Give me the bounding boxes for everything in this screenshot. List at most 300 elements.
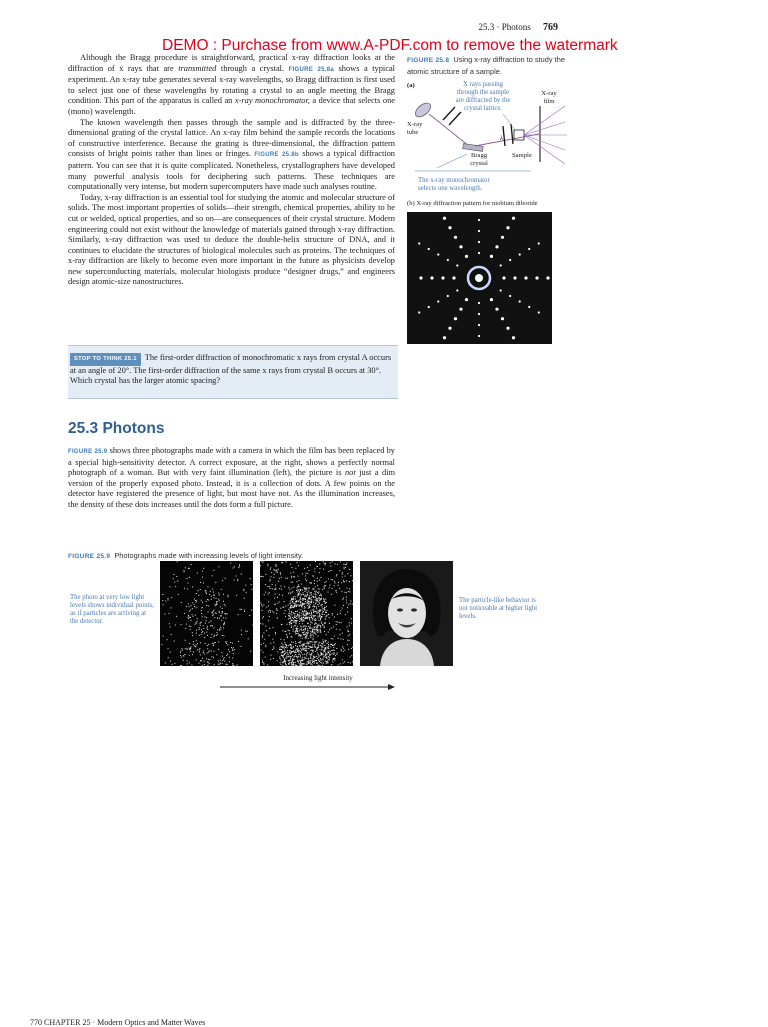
photon-dot: [343, 648, 344, 649]
photon-dot: [281, 577, 282, 578]
photon-dot: [205, 590, 206, 591]
emphasis: not: [345, 468, 356, 477]
photon-dot: [318, 624, 319, 625]
photon-dot: [306, 596, 307, 597]
photon-dot: [230, 563, 231, 564]
photon-dot: [237, 580, 238, 581]
photon-dot: [310, 643, 311, 644]
photon-dot: [262, 618, 263, 619]
photon-dot: [306, 611, 307, 612]
photon-dot: [228, 596, 229, 597]
photon-dot: [319, 665, 320, 666]
photon-dot: [283, 661, 284, 662]
photon-dot: [340, 634, 341, 635]
photon-dot: [201, 613, 202, 614]
photon-dot: [327, 662, 328, 663]
photon-dot: [322, 607, 323, 608]
photon-dot: [190, 617, 191, 618]
photon-dot: [319, 572, 320, 573]
photon-dot: [307, 567, 308, 568]
photon-dot: [185, 640, 186, 641]
photon-dot: [317, 647, 318, 648]
diffraction-spot: [535, 276, 538, 279]
photon-dot: [205, 616, 206, 617]
photon-dot: [308, 608, 309, 609]
photon-dot: [180, 650, 181, 651]
photon-dot: [315, 592, 316, 593]
photon-dot: [310, 664, 311, 665]
photon-dot: [298, 593, 299, 594]
photon-dot: [299, 614, 300, 615]
photon-dot: [203, 568, 204, 569]
photon-dot: [299, 621, 300, 622]
photon-dot: [306, 615, 307, 616]
photon-dot: [309, 628, 310, 629]
photon-dot: [316, 648, 317, 649]
photon-dot: [289, 630, 290, 631]
photon-dot: [277, 651, 278, 652]
photon-dot: [295, 611, 296, 612]
photon-dot: [291, 611, 292, 612]
photon-dot: [307, 602, 308, 603]
photon-dot: [289, 656, 290, 657]
photon-dot: [334, 660, 335, 661]
photon-dot: [351, 648, 352, 649]
diffraction-spot: [456, 264, 458, 266]
photon-dot: [306, 612, 307, 613]
photon-dot: [199, 629, 200, 630]
photon-dot: [306, 653, 307, 654]
photon-dot: [175, 625, 176, 626]
photon-dot: [200, 660, 201, 661]
photon-dot: [284, 650, 285, 651]
photon-dot: [196, 601, 197, 602]
photon-dot: [319, 603, 320, 604]
photon-dot: [304, 631, 305, 632]
photon-dot: [330, 646, 331, 647]
photon-dot: [292, 620, 293, 621]
photon-dot: [322, 610, 323, 611]
photon-dot: [212, 589, 213, 590]
photon-dot: [290, 593, 291, 594]
photon-dot: [314, 660, 315, 661]
photon-dot: [289, 644, 290, 645]
photon-dot: [194, 599, 195, 600]
photon-dot: [201, 629, 202, 630]
photon-dot: [193, 644, 194, 645]
photon-dot: [303, 647, 304, 648]
photon-dot: [301, 595, 302, 596]
photon-dot: [216, 598, 217, 599]
photon-dot: [305, 636, 306, 637]
photon-dot: [306, 613, 307, 614]
photon-dot: [290, 645, 291, 646]
photon-dot: [335, 643, 336, 644]
photon-dot: [251, 610, 252, 611]
photon-dot: [341, 622, 342, 623]
photon-dot: [232, 649, 233, 650]
paragraph-2: [68, 118, 395, 193]
photon-dot: [344, 661, 345, 662]
photon-dot: [296, 623, 297, 624]
photon-dot: [283, 662, 284, 663]
photon-dot: [209, 594, 210, 595]
photon-dot: [294, 625, 295, 626]
photon-dot: [178, 594, 179, 595]
photon-dot: [321, 660, 322, 661]
photon-dot: [317, 648, 318, 649]
photon-dot: [324, 631, 325, 632]
figure-caption: Using x-ray diffraction to study the atomic structure of a sample.: [407, 55, 565, 76]
photon-dot: [315, 597, 316, 598]
photon-dot: [300, 662, 301, 663]
section-title: 25.3 Photons: [68, 420, 164, 438]
photon-dot: [197, 618, 198, 619]
photon-dot: [304, 596, 305, 597]
photon-dot: [313, 639, 314, 640]
photon-dot: [308, 648, 309, 649]
figure-caption: Photographs made with increasing levels of light intensity.: [114, 551, 303, 560]
photon-dot: [181, 648, 182, 649]
photon-dot: [295, 599, 296, 600]
photon-dot: [323, 611, 324, 612]
photon-dot: [281, 649, 282, 650]
photon-dot: [309, 595, 310, 596]
photon-dot: [310, 631, 311, 632]
photon-dot: [348, 591, 349, 592]
photon-dot: [322, 625, 323, 626]
diffraction-spot: [452, 276, 455, 279]
photon-dot: [320, 618, 321, 619]
photon-dot: [188, 618, 189, 619]
photon-dot: [331, 664, 332, 665]
photon-dot: [241, 634, 242, 635]
photon-dot: [302, 590, 303, 591]
xray-tube-label: X-ray tube: [407, 121, 431, 136]
photon-dot: [193, 616, 194, 617]
photon-dot: [288, 660, 289, 661]
photon-dot: [285, 616, 286, 617]
photon-dot: [264, 594, 265, 595]
photon-dot: [291, 656, 292, 657]
photon-dot: [300, 629, 301, 630]
photon-dot: [205, 623, 206, 624]
photon-dot: [312, 665, 313, 666]
photon-dot: [313, 589, 314, 590]
photon-dot: [296, 628, 297, 629]
photon-dot: [303, 626, 304, 627]
photon-dot: [315, 634, 316, 635]
photon-dot: [329, 655, 330, 656]
photon-dot: [314, 624, 315, 625]
photon-dot: [284, 642, 285, 643]
photon-dot: [294, 652, 295, 653]
photon-dot: [296, 630, 297, 631]
photon-dot: [297, 661, 298, 662]
diffraction-spot: [437, 300, 439, 302]
photon-dot: [325, 641, 326, 642]
diffraction-spot: [528, 248, 530, 250]
diffraction-spot: [478, 230, 480, 232]
photon-dot: [283, 651, 284, 652]
photon-dot: [267, 565, 268, 566]
photon-dot: [303, 598, 304, 599]
photon-dot: [331, 638, 332, 639]
photon-dot: [163, 636, 164, 637]
photon-dot: [277, 603, 278, 604]
photon-dot: [312, 629, 313, 630]
photon-dot: [214, 664, 215, 665]
photon-dot: [304, 659, 305, 660]
photon-dot: [311, 622, 312, 623]
photon-dot: [324, 649, 325, 650]
photon-dot: [266, 607, 267, 608]
callout-line: [503, 114, 515, 130]
photon-dot: [222, 663, 223, 664]
photon-dot: [326, 640, 327, 641]
photon-dot: [285, 631, 286, 632]
photon-dot: [232, 643, 233, 644]
photon-dot: [284, 654, 285, 655]
note-diffracted: X rays passing through the sample are diffracted by the crystal lattice.: [452, 81, 514, 113]
photon-dot: [288, 663, 289, 664]
photon-dot: [230, 642, 231, 643]
photon-dot: [327, 610, 328, 611]
diffraction-spot: [478, 241, 480, 243]
photon-dot: [315, 603, 316, 604]
wavefront-mark: [503, 126, 505, 146]
photon-dot: [298, 565, 299, 566]
photon-dot: [289, 633, 290, 634]
photon-dot: [299, 650, 300, 651]
photon-dot: [301, 617, 302, 618]
photon-dot: [193, 641, 194, 642]
photon-dot: [345, 567, 346, 568]
photon-dot: [195, 615, 196, 616]
photon-dot: [295, 662, 296, 663]
photon-dot: [321, 577, 322, 578]
photon-dot: [302, 611, 303, 612]
photon-dot: [201, 600, 202, 601]
photon-dot: [311, 649, 312, 650]
diffraction-spot: [459, 308, 462, 311]
photon-dot: [300, 656, 301, 657]
photon-dot: [284, 601, 285, 602]
photon-dot: [324, 609, 325, 610]
photon-dot: [265, 626, 266, 627]
photon-dot: [292, 661, 293, 662]
photon-dot: [279, 649, 280, 650]
photon-dot: [238, 567, 239, 568]
photon-dot: [170, 661, 171, 662]
photon-dot: [307, 614, 308, 615]
photon-dot: [307, 628, 308, 629]
wavefront-mark: [443, 107, 455, 120]
photon-dot: [333, 627, 334, 628]
photon-dot: [297, 587, 298, 588]
photon-dot: [299, 660, 300, 661]
photon-dot: [350, 600, 351, 601]
photon-dot: [301, 649, 302, 650]
photon-dot: [184, 613, 185, 614]
photon-dot: [234, 566, 235, 567]
diffraction-spot: [465, 298, 468, 301]
photon-dot: [191, 646, 192, 647]
photon-dot: [299, 606, 300, 607]
photon-dot: [241, 574, 242, 575]
photon-dot: [300, 651, 301, 652]
photon-dot: [303, 663, 304, 664]
photon-dot: [283, 644, 284, 645]
photon-dot: [303, 617, 304, 618]
photon-dot: [315, 561, 316, 562]
photon-dot: [232, 658, 233, 659]
photon-dot: [297, 631, 298, 632]
photon-dot: [295, 634, 296, 635]
photon-dot: [309, 605, 310, 606]
photon-dot: [275, 588, 276, 589]
photon-dot: [196, 607, 197, 608]
photon-dot: [260, 565, 261, 566]
photon-dot: [310, 592, 311, 593]
diffraction-spot: [437, 253, 439, 255]
photon-dot: [296, 606, 297, 607]
photon-dot: [298, 617, 299, 618]
photon-dot: [317, 604, 318, 605]
photon-dot: [312, 609, 313, 610]
photon-dot: [213, 636, 214, 637]
photon-dot: [237, 579, 238, 580]
photon-dot: [291, 623, 292, 624]
photon-dot: [311, 664, 312, 665]
photon-dot: [279, 602, 280, 603]
photon-dot: [314, 663, 315, 664]
photon-dot: [286, 657, 287, 658]
photon-dot: [203, 652, 204, 653]
photon-dot: [214, 595, 215, 596]
photon-dot: [273, 646, 274, 647]
photon-dot: [283, 607, 284, 608]
photon-dot: [306, 664, 307, 665]
photon-dot: [323, 642, 324, 643]
photon-dot: [206, 628, 207, 629]
photon-dot: [332, 638, 333, 639]
photon-dot: [325, 585, 326, 586]
low-light-note: The photo at very low light levels shows individual points, as if particles are arriving at the detector.: [70, 594, 155, 626]
photon-dot: [317, 578, 318, 579]
photon-dot: [313, 617, 314, 618]
photon-dot: [214, 597, 215, 598]
photon-dot: [180, 665, 181, 666]
photon-dot: [213, 611, 214, 612]
photon-dot: [302, 654, 303, 655]
photon-dot: [252, 625, 253, 626]
photon-dot: [335, 590, 336, 591]
photon-dot: [307, 603, 308, 604]
photon-dot: [304, 654, 305, 655]
photon-dot: [283, 665, 284, 666]
photon-dot: [223, 659, 224, 660]
photon-dot: [233, 568, 234, 569]
photon-dot: [314, 606, 315, 607]
photon-dot: [348, 631, 349, 632]
photon-dot: [176, 576, 177, 577]
photon-dot: [295, 645, 296, 646]
photon-dot: [269, 592, 270, 593]
photon-dot: [263, 633, 264, 634]
figure-label: FIGURE 25.8: [407, 57, 449, 64]
photon-dot: [269, 580, 270, 581]
photon-dot: [195, 622, 196, 623]
photon-dot: [333, 647, 334, 648]
photon-dot: [192, 614, 193, 615]
photon-dot: [168, 657, 169, 658]
photon-dot: [321, 632, 322, 633]
photon-dot: [324, 650, 325, 651]
photon-dot: [215, 612, 216, 613]
photon-dot: [285, 578, 286, 579]
photon-dot: [299, 591, 300, 592]
section-body: [68, 446, 395, 511]
photon-dot: [280, 586, 281, 587]
photon-dot: [308, 617, 309, 618]
photon-dot: [318, 588, 319, 589]
photon-dot: [225, 605, 226, 606]
photon-dot: [335, 655, 336, 656]
photon-dot: [204, 633, 205, 634]
photon-dot: [328, 614, 329, 615]
photon-dot: [350, 657, 351, 658]
photon-dot: [288, 615, 289, 616]
photon-dot: [306, 636, 307, 637]
photon-dot: [338, 585, 339, 586]
photon-dot: [199, 635, 200, 636]
photon-dot: [244, 611, 245, 612]
photon-dot: [265, 657, 266, 658]
photon-dot: [237, 664, 238, 665]
diffraction-spot: [454, 317, 457, 320]
photon-dot: [302, 573, 303, 574]
photon-dot: [292, 648, 293, 649]
photon-dot: [233, 653, 234, 654]
photon-dot: [282, 656, 283, 657]
photon-dot: [302, 605, 303, 606]
photon-dot: [310, 633, 311, 634]
photon-dot: [290, 601, 291, 602]
photon-dot: [311, 597, 312, 598]
photon-dot: [295, 650, 296, 651]
photon-dot: [321, 646, 322, 647]
photon-dot: [304, 610, 305, 611]
photon-dot: [303, 645, 304, 646]
photon-dot: [274, 604, 275, 605]
photon-dot: [313, 661, 314, 662]
photon-dot: [328, 646, 329, 647]
photon-dot: [319, 595, 320, 596]
photon-dot: [291, 612, 292, 613]
intensity-axis-label: Increasing light intensity: [248, 675, 388, 683]
photon-dot: [238, 641, 239, 642]
photon-dot: [303, 627, 304, 628]
photon-dot: [318, 612, 319, 613]
photon-dot: [341, 591, 342, 592]
photon-dot: [212, 615, 213, 616]
photon-dot: [218, 661, 219, 662]
photon-dot: [319, 642, 320, 643]
diffraction-spot: [502, 276, 505, 279]
photon-dot: [305, 579, 306, 580]
photon-dot: [336, 654, 337, 655]
